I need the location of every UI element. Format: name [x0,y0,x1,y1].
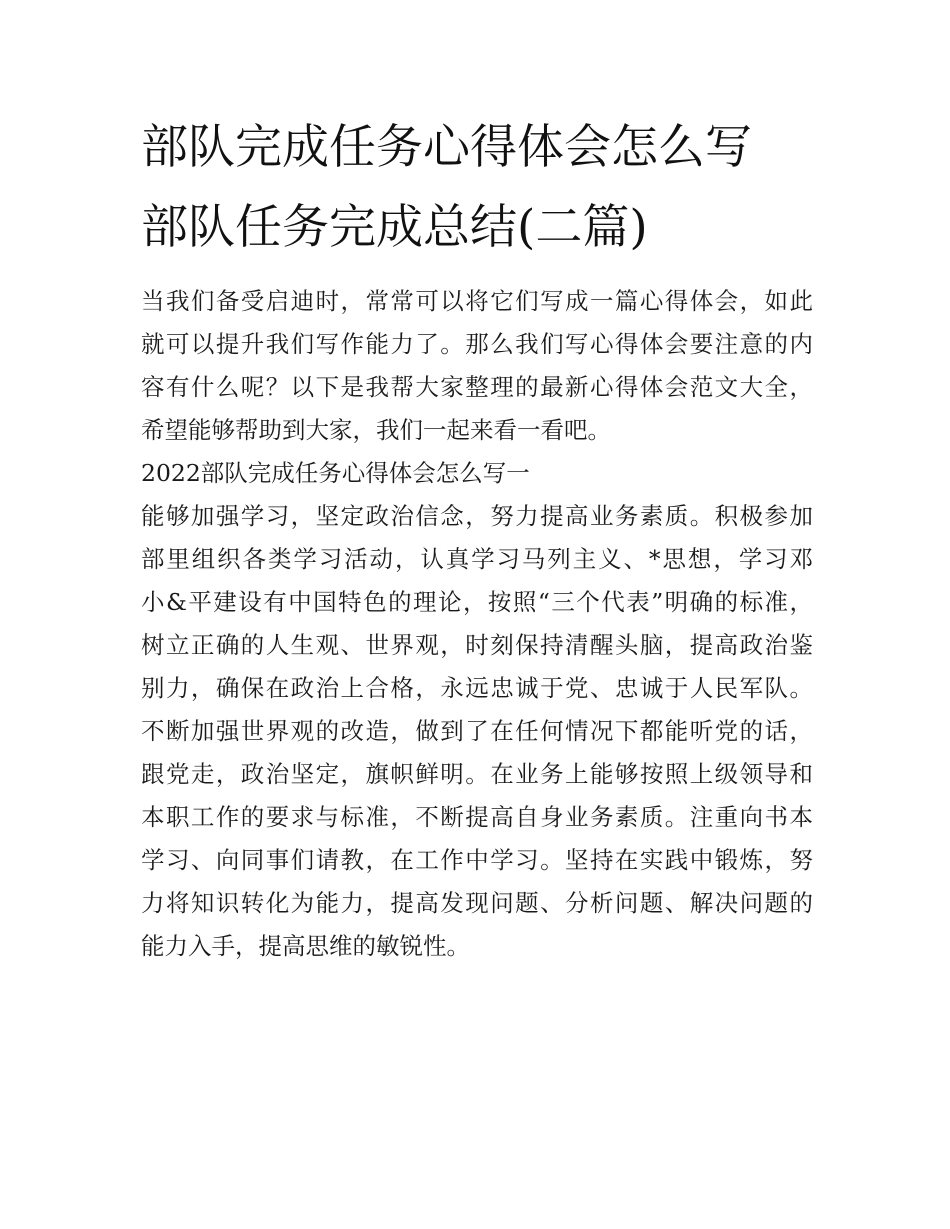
document-page [141,108,813,968]
body-line-8: 本职工作的要求与标准，不断提高自身业务素质。注重向书本 [141,803,813,831]
body-line-7: 跟党走，政治坚定，旗帜鲜明。在业务上能够按照上级领导和 [141,760,813,788]
intro-line-2: 就可以提升我们写作能力了。那么我们写心得体会要注意的内 [141,330,813,358]
section-heading: 2022部队完成任务心得体会怎么写一 [141,459,530,487]
intro-paragraph [141,280,813,452]
body-line-5: 别力，确保在政治上合格，永远忠诚于党、忠诚于人民军队。 [141,674,813,702]
intro-line-1: 当我们备受启迪时，常常可以将它们写成一篇心得体会，如此 [141,287,813,315]
body-paragraph [141,495,813,968]
intro-line-4: 希望能够帮助到大家，我们一起来看一看吧。 [141,416,611,444]
body-line-3: 小&平建设有中国特色的理论，按照“三个代表”明确的标准， [141,588,813,616]
body-line-2: 部里组织各类学习活动，认真学习马列主义、*思想，学习邓 [141,545,813,573]
body-line-4: 树立正确的人生观、世界观，时刻保持清醒头脑，提高政治鉴 [141,631,813,659]
body-line-6: 不断加强世界观的改造，做到了在任何情况下都能听党的话， [141,717,813,745]
body-line-9: 学习、向同事们请教，在工作中学习。坚持在实践中锻炼，努 [141,846,813,874]
body-line-1: 能够加强学习，坚定政治信念，努力提高业务素质。积极参加 [141,502,813,530]
title-line-2: 部队任务完成总结(二篇) [141,200,648,255]
document-title [141,108,813,268]
body-line-11: 能力入手，提高思维的敏锐性。 [141,932,470,960]
title-line-1: 部队完成任务心得体会怎么写 [141,120,752,175]
body-line-10: 力将知识转化为能力，提高发现问题、分析问题、解决问题的 [141,889,813,917]
intro-line-3: 容有什么呢？以下是我帮大家整理的最新心得体会范文大全， [141,373,813,401]
